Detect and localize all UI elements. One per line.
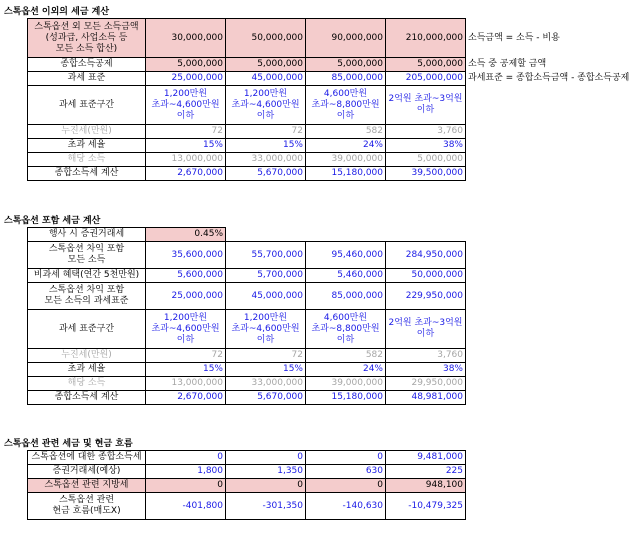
row-label: 스톡옵션 차익 포함 모든 소득의 과세표준	[28, 283, 146, 310]
cell: 284,950,000	[386, 242, 466, 269]
cell: 582	[306, 349, 386, 363]
table-row	[28, 363, 466, 377]
cell: 5,670,000	[226, 391, 306, 405]
cell: 948,100	[386, 479, 466, 493]
table-row	[28, 269, 466, 283]
cell: 25,000,000	[146, 72, 226, 86]
cell: 5,000,000	[386, 58, 466, 72]
fee-label: 행사 시 증권거래세	[28, 228, 146, 242]
cell: 24%	[306, 363, 386, 377]
row-label: 스톡옵션 관련 현금 흐름(매도X)	[28, 493, 146, 520]
cell: 85,000,000	[306, 72, 386, 86]
cell: 15%	[226, 139, 306, 153]
cell: 30,000,000	[146, 19, 226, 58]
table-row	[28, 242, 466, 269]
row-label: 비과세 혜택(연간 5천만원)	[28, 269, 146, 283]
cell: 33,000,000	[226, 153, 306, 167]
cell: -10,479,325	[386, 493, 466, 520]
cell: 0	[146, 451, 226, 465]
section2-title: 스톡옵션 포함 세금 계산	[4, 216, 101, 226]
cell: 4,600만원 초과~8,800만원 이하	[306, 86, 386, 125]
cell: 39,500,000	[386, 167, 466, 181]
cell: -301,350	[226, 493, 306, 520]
cell: 50,000,000	[386, 269, 466, 283]
row-label: 누진세(만원)	[28, 349, 146, 363]
row-label: 해당 소득	[28, 153, 146, 167]
table-row	[28, 310, 466, 349]
cell: 45,000,000	[226, 72, 306, 86]
cell: 29,950,000	[386, 377, 466, 391]
cell: 229,950,000	[386, 283, 466, 310]
cell: 13,000,000	[146, 153, 226, 167]
section1-table	[27, 18, 636, 181]
cell: 72	[226, 349, 306, 363]
table-row	[28, 19, 636, 58]
cell: 4,600만원 초과~8,800만원 이하	[306, 310, 386, 349]
table-row	[28, 391, 466, 405]
cell: 210,000,000	[386, 19, 466, 58]
row-label: 과세 표준구간	[28, 86, 146, 125]
section3-title: 스톡옵션 관련 세금 및 현금 흐름	[4, 439, 133, 449]
row-label: 종합소득세 계산	[28, 167, 146, 181]
cell: 205,000,000	[386, 72, 466, 86]
row-label: 누진세(만원)	[28, 125, 146, 139]
note: 소득 중 공제할 금액	[468, 59, 547, 69]
row-label: 초과 세율	[28, 363, 146, 377]
cell: 1,800	[146, 465, 226, 479]
section2-table	[27, 227, 466, 405]
cell: 1,200만원 초과~4,600만원 이하	[226, 86, 306, 125]
cell: 38%	[386, 139, 466, 153]
cell: 0	[226, 479, 306, 493]
cell: 15,180,000	[306, 391, 386, 405]
note: 소득금액 = 소득 - 비용	[468, 32, 560, 43]
row-label: 종합소득공제	[28, 58, 146, 72]
table-row	[28, 465, 466, 479]
row-label: 증권거래세(예상)	[28, 465, 146, 479]
cell: 39,000,000	[306, 377, 386, 391]
cell: 38%	[386, 363, 466, 377]
table-row	[28, 451, 466, 465]
cell: 2억원 초과~3억원 이하	[386, 86, 466, 125]
table-row	[28, 479, 466, 493]
cell: 13,000,000	[146, 377, 226, 391]
cell: 225	[386, 465, 466, 479]
row-label: 스톡옵션 관련 지방세	[28, 479, 146, 493]
cell: 1,200만원 초과~4,600만원 이하	[146, 310, 226, 349]
cell: 0	[306, 451, 386, 465]
cell: 2,670,000	[146, 391, 226, 405]
cell: 15%	[146, 363, 226, 377]
cell: 15%	[146, 139, 226, 153]
cell: 5,000,000	[306, 58, 386, 72]
row-label: 스톡옵션 외 모든 소득금액 (성과급, 사업소득 등 모든 소득 합산)	[28, 19, 146, 58]
cell: 2억원 초과~3억원 이하	[386, 310, 466, 349]
cell: 90,000,000	[306, 19, 386, 58]
row-label: 종합소득세 계산	[28, 391, 146, 405]
row-label: 스톡옵션에 대한 종합소득세	[28, 451, 146, 465]
cell: 3,760	[386, 125, 466, 139]
cell: 5,600,000	[146, 269, 226, 283]
table-row	[28, 377, 466, 391]
row-label: 과세 표준	[28, 72, 146, 86]
table-row	[28, 86, 636, 125]
cell: -401,800	[146, 493, 226, 520]
table-row	[28, 283, 466, 310]
cell: 39,000,000	[306, 153, 386, 167]
cell: 72	[146, 125, 226, 139]
cell: 582	[306, 125, 386, 139]
cell: 15,180,000	[306, 167, 386, 181]
table-row	[28, 153, 636, 167]
cell: 50,000,000	[226, 19, 306, 58]
row-label: 과세 표준구간	[28, 310, 146, 349]
cell: 45,000,000	[226, 283, 306, 310]
cell: 15%	[226, 363, 306, 377]
cell: 24%	[306, 139, 386, 153]
cell: 5,460,000	[306, 269, 386, 283]
table-row	[28, 125, 636, 139]
cell: 5,000,000	[386, 153, 466, 167]
cell: -140,630	[306, 493, 386, 520]
cell: 25,000,000	[146, 283, 226, 310]
cell: 9,481,000	[386, 451, 466, 465]
row-label: 초과 세율	[28, 139, 146, 153]
note: 과세표준 = 종합소득금액 - 종합소득공제	[468, 73, 630, 83]
cell: 72	[146, 349, 226, 363]
cell: 35,600,000	[146, 242, 226, 269]
row-label: 해당 소득	[28, 377, 146, 391]
cell: 5,000,000	[226, 58, 306, 72]
cell: 85,000,000	[306, 283, 386, 310]
cell: 33,000,000	[226, 377, 306, 391]
cell: 5,670,000	[226, 167, 306, 181]
cell: 630	[306, 465, 386, 479]
cell: 95,460,000	[306, 242, 386, 269]
cell: 55,700,000	[226, 242, 306, 269]
row-label: 스톡옵션 차익 포함 모든 소득	[28, 242, 146, 269]
cell: 1,200만원 초과~4,600만원 이하	[146, 86, 226, 125]
cell: 0	[226, 451, 306, 465]
cell: 1,200만원 초과~4,600만원 이하	[226, 310, 306, 349]
cell: 5,700,000	[226, 269, 306, 283]
section3-table	[27, 450, 466, 520]
table-row	[28, 228, 466, 242]
cell: 5,000,000	[146, 58, 226, 72]
cell: 0	[146, 479, 226, 493]
section1-title: 스톡옵션 이외의 세금 계산	[4, 7, 110, 17]
cell: 0	[306, 479, 386, 493]
cell: 1,350	[226, 465, 306, 479]
table-row	[28, 72, 636, 86]
cell: 48,981,000	[386, 391, 466, 405]
table-row	[28, 167, 636, 181]
cell: 3,760	[386, 349, 466, 363]
table-row	[28, 349, 466, 363]
cell: 2,670,000	[146, 167, 226, 181]
table-row	[28, 58, 636, 72]
table-row	[28, 493, 466, 520]
fee-value: 0.45%	[146, 228, 226, 242]
cell: 72	[226, 125, 306, 139]
table-row	[28, 139, 636, 153]
